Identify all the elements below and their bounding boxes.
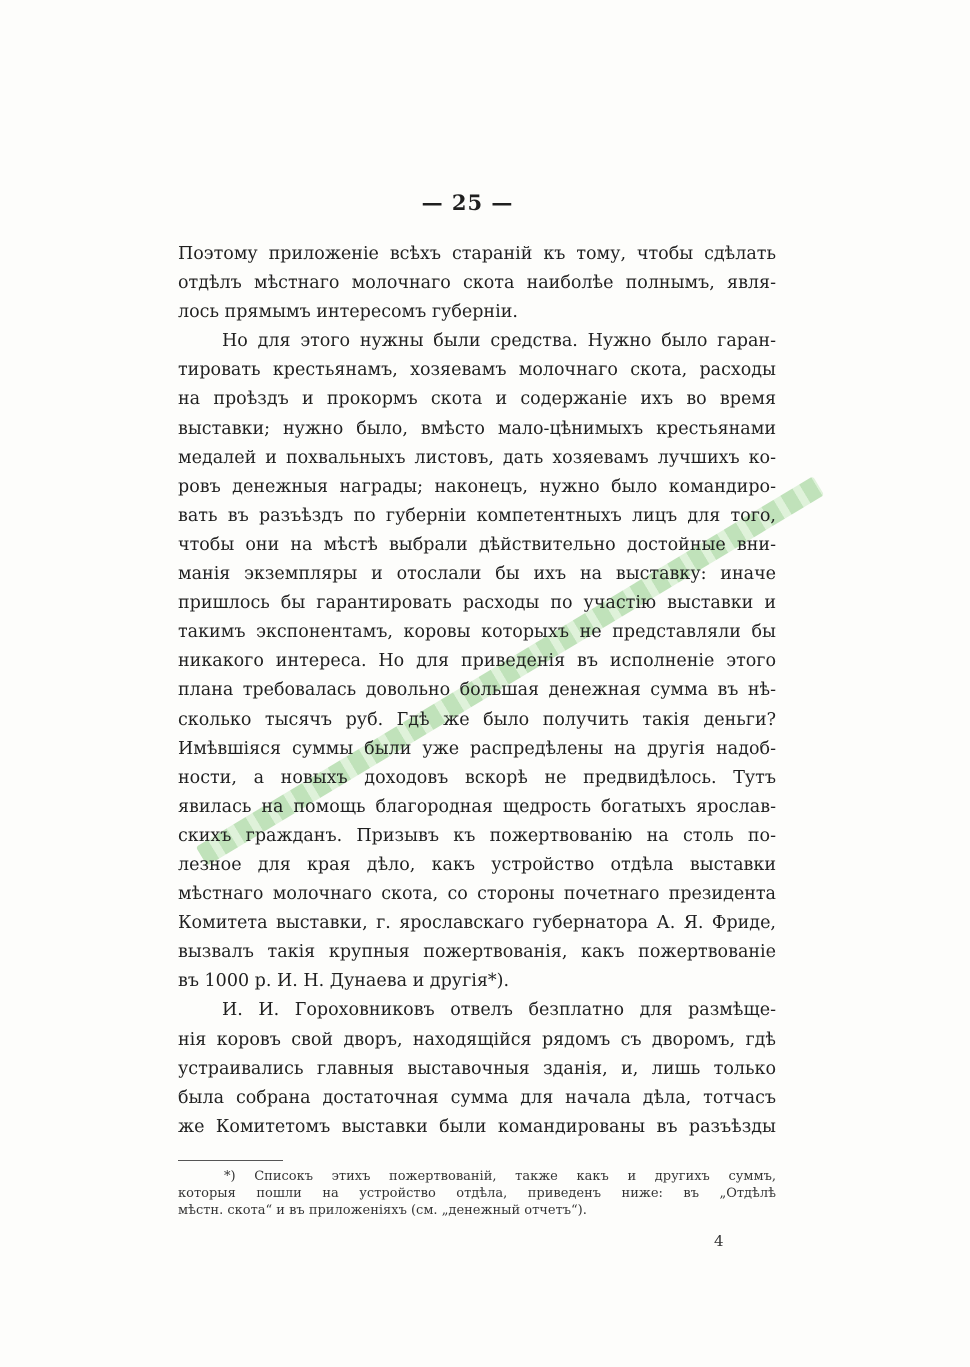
text-line: Поэтому приложеніе всѣхъ стараній къ тому, чтобы сдѣлать bbox=[178, 244, 776, 264]
text-line: отдѣлъ мѣстнаго молочнаго скота наиболѣе полнымъ, явля- bbox=[178, 273, 776, 294]
signature-mark: 4 bbox=[714, 1232, 724, 1250]
text-line: И. И. Гороховниковъ отвелъ безплатно для размѣще- bbox=[222, 1000, 776, 1021]
text-line: ровъ денежныя награды; наконецъ, нужно было командиро- bbox=[178, 476, 776, 497]
text-line: явилась на помощь благородная щедрость богатыхъ ярослав- bbox=[178, 796, 776, 817]
main-text bbox=[178, 240, 776, 1142]
text-line: нія коровъ свой дворъ, находящійся рядомъ съ дворомъ, гдѣ bbox=[178, 1029, 776, 1050]
footnote-line: мѣстн. скота“ и въ приложеніяхъ (см. „денежный отчетъ“). bbox=[178, 1203, 587, 1218]
text-line: манія экземпляры и отослали бы ихъ на выставку: иначе bbox=[178, 564, 776, 585]
text-line: Но для этого нужны были средства. Нужно было гаран- bbox=[222, 331, 776, 352]
footnote-line: которыя пошли на устройство отдѣла, приведенъ ниже: въ „Отдѣлѣ bbox=[178, 1186, 776, 1201]
text-line: же Комитетомъ выставки были командированы въ разъѣзды bbox=[178, 1116, 776, 1137]
text-line: чтобы они на мѣстѣ выбрали дѣйствительно достойные вни- bbox=[178, 534, 776, 555]
text-line: тировать крестьянамъ, хозяевамъ молочнаго скота, расходы bbox=[178, 360, 776, 381]
page-number: — 25 — bbox=[421, 190, 514, 215]
text-line: вать въ разъѣздъ по губерніи компетентныхъ лицъ для того, bbox=[178, 505, 776, 526]
text-line: никакого интереса. Но для приведенія въ исполненіе этого bbox=[178, 651, 776, 672]
text-line: Комитета выставки, г. ярославскаго губернатора А. Я. Фриде, bbox=[178, 913, 776, 934]
text-line: медалей и похвальныхъ листовъ, дать хозяевамъ лучшихъ ко- bbox=[178, 447, 776, 468]
footnote-line: *) Списокъ этихъ пожертвованій, также какъ и другихъ суммъ, bbox=[224, 1169, 776, 1184]
text-line: устраивались главныя выставочныя зданія, и, лишь только bbox=[178, 1058, 776, 1079]
text-line: скихъ гражданъ. Призывъ къ пожертвованію на столь по- bbox=[178, 825, 776, 846]
text-line: вызвалъ такія крупныя пожертвованія, какъ пожертвованіе bbox=[178, 942, 776, 963]
text-line: была собрана достаточная сумма для начала дѣла, тотчасъ bbox=[178, 1087, 776, 1108]
text-line: въ 1000 р. И. Н. Дунаева и другія*). bbox=[178, 971, 510, 992]
footnote-divider bbox=[178, 1160, 283, 1161]
text-line: пришлось бы гарантировать расходы по участію выставки и bbox=[178, 593, 776, 614]
text-line: на проѣздъ и прокормъ скота и содержаніе ихъ во время bbox=[178, 389, 776, 410]
text-line: мѣстнаго молочнаго скота, со стороны почетнаго президента bbox=[178, 884, 776, 905]
text-line: выставки; нужно было, вмѣсто мало-цѣнимыхъ крестьянами bbox=[178, 418, 776, 439]
text-line: плана требовалась довольно большая денежная сумма въ нѣ- bbox=[178, 680, 776, 701]
text-line: лезное для края дѣло, какъ устройство отдѣла выставки bbox=[178, 854, 776, 875]
text-line: Имѣвшіяся суммы были уже распредѣлены на другія надоб- bbox=[178, 738, 776, 759]
text-line: лось прямымъ интересомъ губерніи. bbox=[178, 302, 518, 323]
text-line: такимъ экспонентамъ, коровы которыхъ не представляли бы bbox=[178, 622, 776, 643]
text-line: сколько тысячъ руб. Гдѣ же было получить такія деньги? bbox=[178, 709, 776, 730]
text-line: ности, а новыхъ доходовъ вскорѣ не предвидѣлось. Тутъ bbox=[178, 767, 776, 788]
footnote bbox=[178, 1168, 776, 1219]
